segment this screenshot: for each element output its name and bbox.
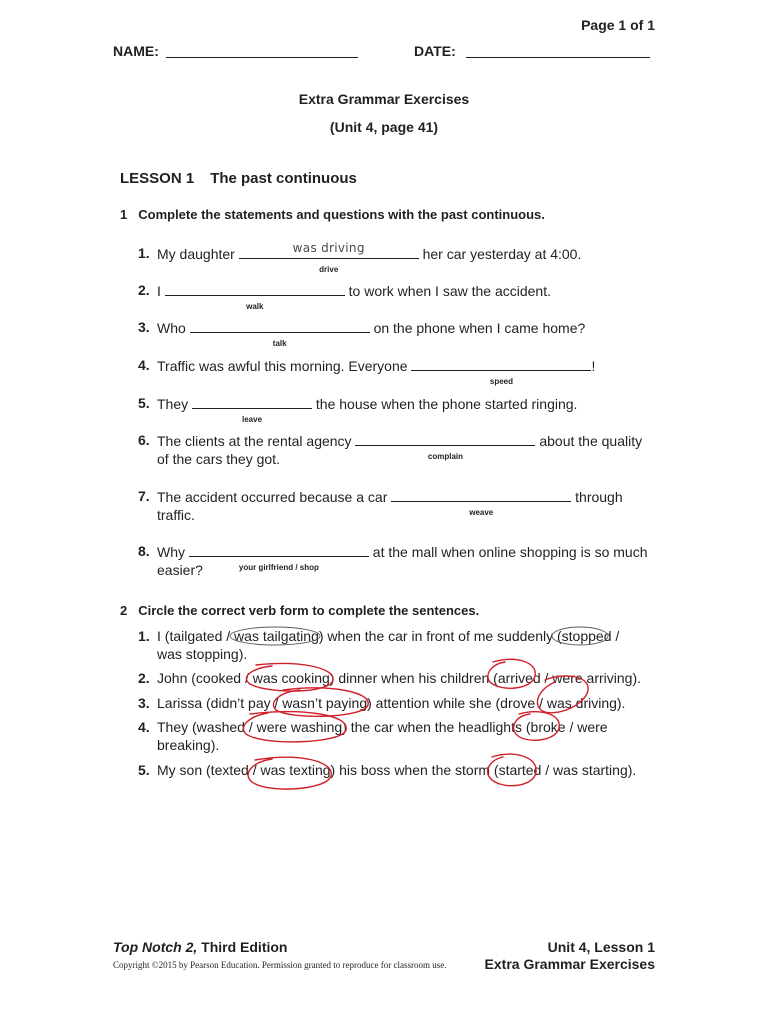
ex2-item: I (tailgated / was tailgating) when the car in front of me suddenly (stopped / was stopping). <box>157 628 620 662</box>
copyright: Copyright ©2015 by Pearson Education. Permission granted to reproduce for classroom use. <box>113 960 447 970</box>
ex1-item-number: 3. <box>138 319 150 335</box>
ex1-item-number: 4. <box>138 357 150 373</box>
verb-cue: talk <box>272 339 287 348</box>
date-label: DATE: <box>414 43 456 59</box>
page-number: Page 1 of 1 <box>581 17 655 33</box>
ex2-item-number: 3. <box>138 695 150 711</box>
ex2-item: John (cooked / was cooking) dinner when his children (arrived / were arriving). <box>157 670 641 686</box>
ex1-item: Who talk on the phone when I came home? <box>157 318 657 337</box>
handwritten-answer: was driving <box>292 241 365 255</box>
verb-cue: walk <box>246 302 264 311</box>
title-main: Extra Grammar Exercises <box>298 91 470 107</box>
ex2-item-number: 1. <box>138 628 150 644</box>
ex1-item: My daughter was driving drive her car yesterday at 4:00. <box>157 244 657 263</box>
ex1-item-number: 5. <box>138 395 150 411</box>
name-label: NAME: <box>113 43 159 59</box>
lesson-label: LESSON 1 <box>120 170 195 187</box>
exercise1-instruction: Complete the statements and questions with the past continuous. <box>138 207 545 222</box>
ex2-item: Larissa (didn’t pay / wasn’t paying) attention while she (drove / was driving). <box>157 695 626 711</box>
red-circle <box>514 712 560 741</box>
verb-cue: speed <box>489 377 513 386</box>
ex2-item-number: 2. <box>138 670 150 686</box>
red-circle <box>246 663 333 691</box>
verb-cue: your girlfriend / shop <box>238 563 319 572</box>
ex1-item: The clients at the rental agency complain about the quality of the cars they got. <box>157 433 643 467</box>
footer-section: Extra Grammar Exercises <box>484 956 655 972</box>
title-sub: (Unit 4, page 41) <box>329 119 439 135</box>
book-edition: Third Edition <box>197 939 288 955</box>
footer-unit-lesson: Unit 4, Lesson 1 <box>547 939 655 955</box>
ex1-item: They leave the house when the phone started ringing. <box>157 394 657 413</box>
verb-cue: complain <box>427 452 464 461</box>
ex1-item: The accident occurred because a car weave through traffic. <box>157 489 623 523</box>
pencil-circle <box>230 627 320 645</box>
red-circle <box>488 754 536 786</box>
pencil-circle <box>552 627 608 645</box>
verb-cue: drive <box>319 265 339 274</box>
ex1-item-number: 8. <box>138 543 150 559</box>
ex2-item: My son (texted / was texting) his boss when the storm (started / was starting). <box>157 762 637 778</box>
ex2-item-number: 4. <box>138 719 150 735</box>
exercise2-number: 2 <box>120 603 128 618</box>
ex1-item-number: 6. <box>138 432 150 448</box>
red-circle <box>537 676 588 713</box>
ex1-item: Why your girlfriend / shop at the mall when online shopping is so much easier? <box>157 544 648 578</box>
ex1-item-number: 7. <box>138 488 150 504</box>
ex1-item: Traffic was awful this morning. Everyone speed ! <box>157 356 657 375</box>
verb-cue: weave <box>469 508 494 517</box>
ex1-item-number: 1. <box>138 245 150 261</box>
exercise1-number: 1 <box>120 207 128 222</box>
red-circle <box>488 659 535 688</box>
lesson-topic: The past continuous <box>210 170 357 187</box>
ex1-item-number: 2. <box>138 282 150 298</box>
ex1-item: I walk to work when I saw the accident. <box>157 281 657 300</box>
verb-cue: leave <box>242 415 263 424</box>
red-circle <box>248 757 331 789</box>
footer-book <box>113 939 287 955</box>
exercise2-instruction: Circle the correct verb form to complete the sentences. <box>138 603 480 618</box>
ex2-item: They (washed / were washing) the car when the headlights (broke / were breaking). <box>157 719 608 753</box>
book-title: Top Notch 2, <box>113 939 198 955</box>
red-circle <box>243 712 346 742</box>
ex2-item-number: 5. <box>138 762 150 778</box>
